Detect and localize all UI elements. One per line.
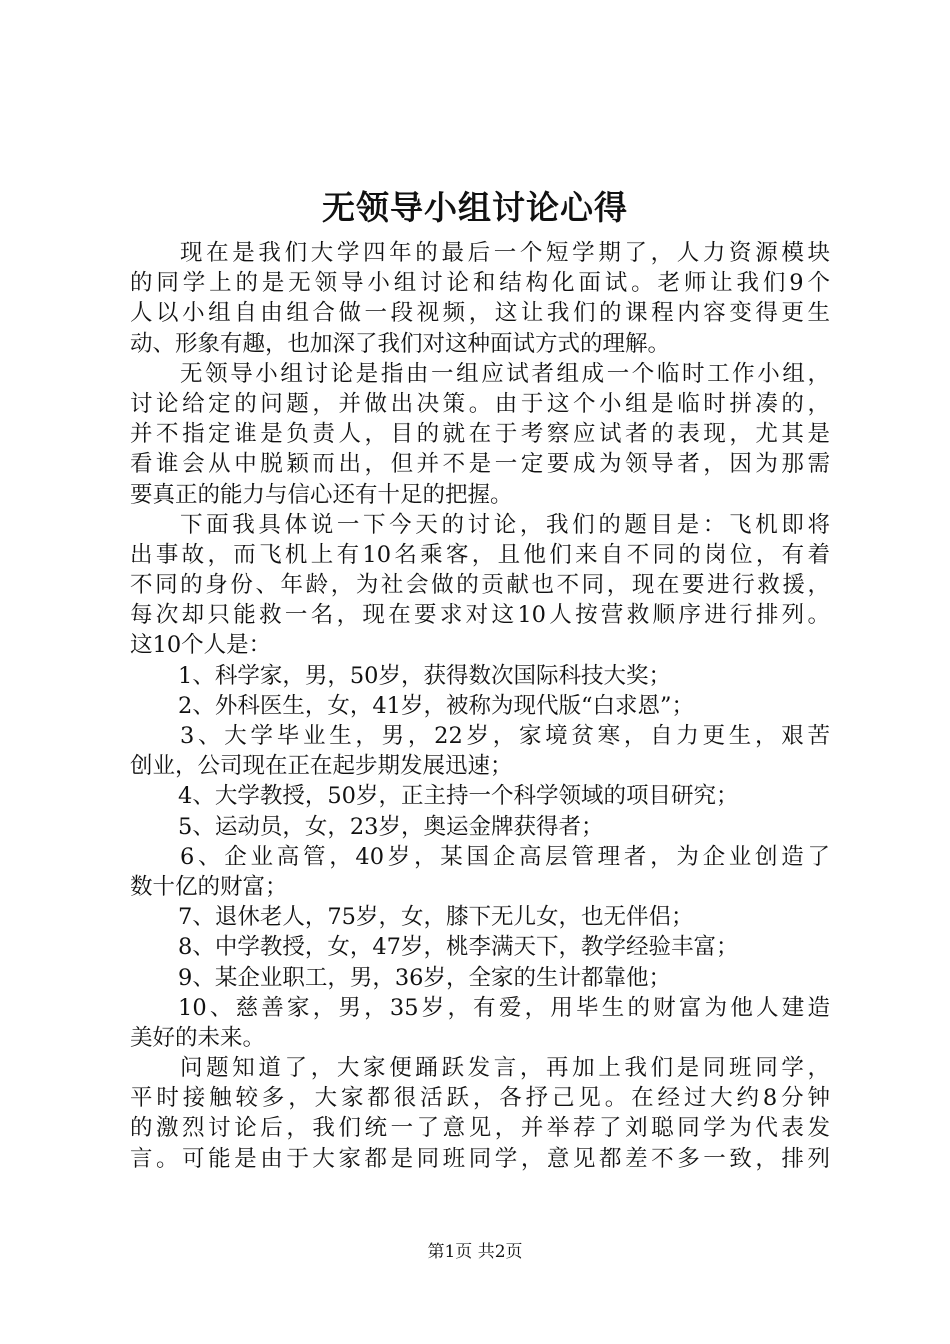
body-line: 7、退休老人，75岁，女，膝下无儿女，也无伴侣； — [178, 904, 694, 931]
body-line: 现在是我们大学四年的最后一个短学期了，人力资源模块 — [180, 240, 830, 266]
body-line: 看谁会从中脱颖而出，但并不是一定要成为领导者，因为那需 — [130, 451, 830, 478]
body-line: 人以小组自由组合做一段视频，这让我们的课程内容变得更生 — [130, 300, 830, 327]
body-line: 的激烈讨论后，我们统一了意见，并举荐了刘聪同学为代表发 — [130, 1115, 830, 1142]
body-line: 讨论给定的问题，并做出决策。由于这个小组是临时拼凑的， — [130, 390, 830, 417]
body-line: 创业，公司现在正在起步期发展迅速； — [130, 753, 513, 780]
body-line: 4、大学教授，50岁，正主持一个科学领域的项目研究； — [178, 783, 739, 810]
body-line: 9、某企业职工，男，36岁，全家的生计都靠他； — [178, 964, 671, 991]
body-line: 问题知道了，大家便踊跃发言，再加上我们是同班同学， — [180, 1055, 830, 1082]
body-line: 5、运动员，女，23岁，奥运金牌获得者； — [178, 813, 604, 840]
body-line: 言。可能是由于大家都是同班同学，意见都差不多一致，排列 — [130, 1145, 830, 1172]
body-line: 这10个人是： — [130, 632, 272, 659]
body-line: 动、形象有趣，也加深了我们对这种面试方式的理解。 — [130, 330, 671, 357]
body-line: 6、企业高管，40岁，某国企高层管理者，为企业创造了 — [180, 843, 830, 870]
body-line: 下面我具体说一下今天的讨论，我们的题目是：飞机即将 — [180, 511, 830, 538]
body-line: 无领导小组讨论是指由一组应试者组成一个临时工作小组， — [180, 360, 830, 387]
page-footer: 第1页 共2页 — [427, 1242, 523, 1262]
body-line: 的同学上的是无领导小组讨论和结构化面试。老师让我们9个 — [130, 270, 830, 297]
body-line: 3、大学毕业生，男，22岁，家境贫寒，自力更生，艰苦 — [180, 723, 830, 749]
body-line: 数十亿的财富； — [130, 873, 288, 900]
body-line: 出事故，而飞机上有10名乘客，且他们来自不同的岗位，有着 — [130, 541, 830, 568]
body-line: 8、中学教授，女，47岁，桃李满天下，教学经验丰富； — [178, 934, 739, 961]
body-line: 不同的身份、年龄，为社会做的贡献也不同，现在要进行救援， — [130, 572, 830, 599]
body-line: 并不指定谁是负责人，目的就在于考察应试者的表现，尤其是 — [130, 421, 830, 448]
body-line: 美好的未来。 — [130, 1024, 266, 1051]
body-line: 10、慈善家，男，35岁，有爱，用毕生的财富为他人建造 — [178, 994, 830, 1021]
body-line: 要真正的能力与信心还有十足的把握。 — [130, 481, 513, 508]
document-title: 无领导小组讨论心得 — [322, 188, 628, 227]
document-body — [130, 238, 830, 1174]
body-line: 每次却只能救一名，现在要求对这10人按营救顺序进行排列。 — [130, 602, 830, 629]
body-line: 平时接触较多，大家都很活跃，各抒己见。在经过大约8分钟 — [130, 1085, 830, 1112]
body-line: 1、科学家，男，50岁，获得数次国际科技大奖； — [178, 662, 671, 689]
body-line: 2、外科医生，女，41岁，被称为现代版“白求恩”； — [178, 692, 694, 719]
